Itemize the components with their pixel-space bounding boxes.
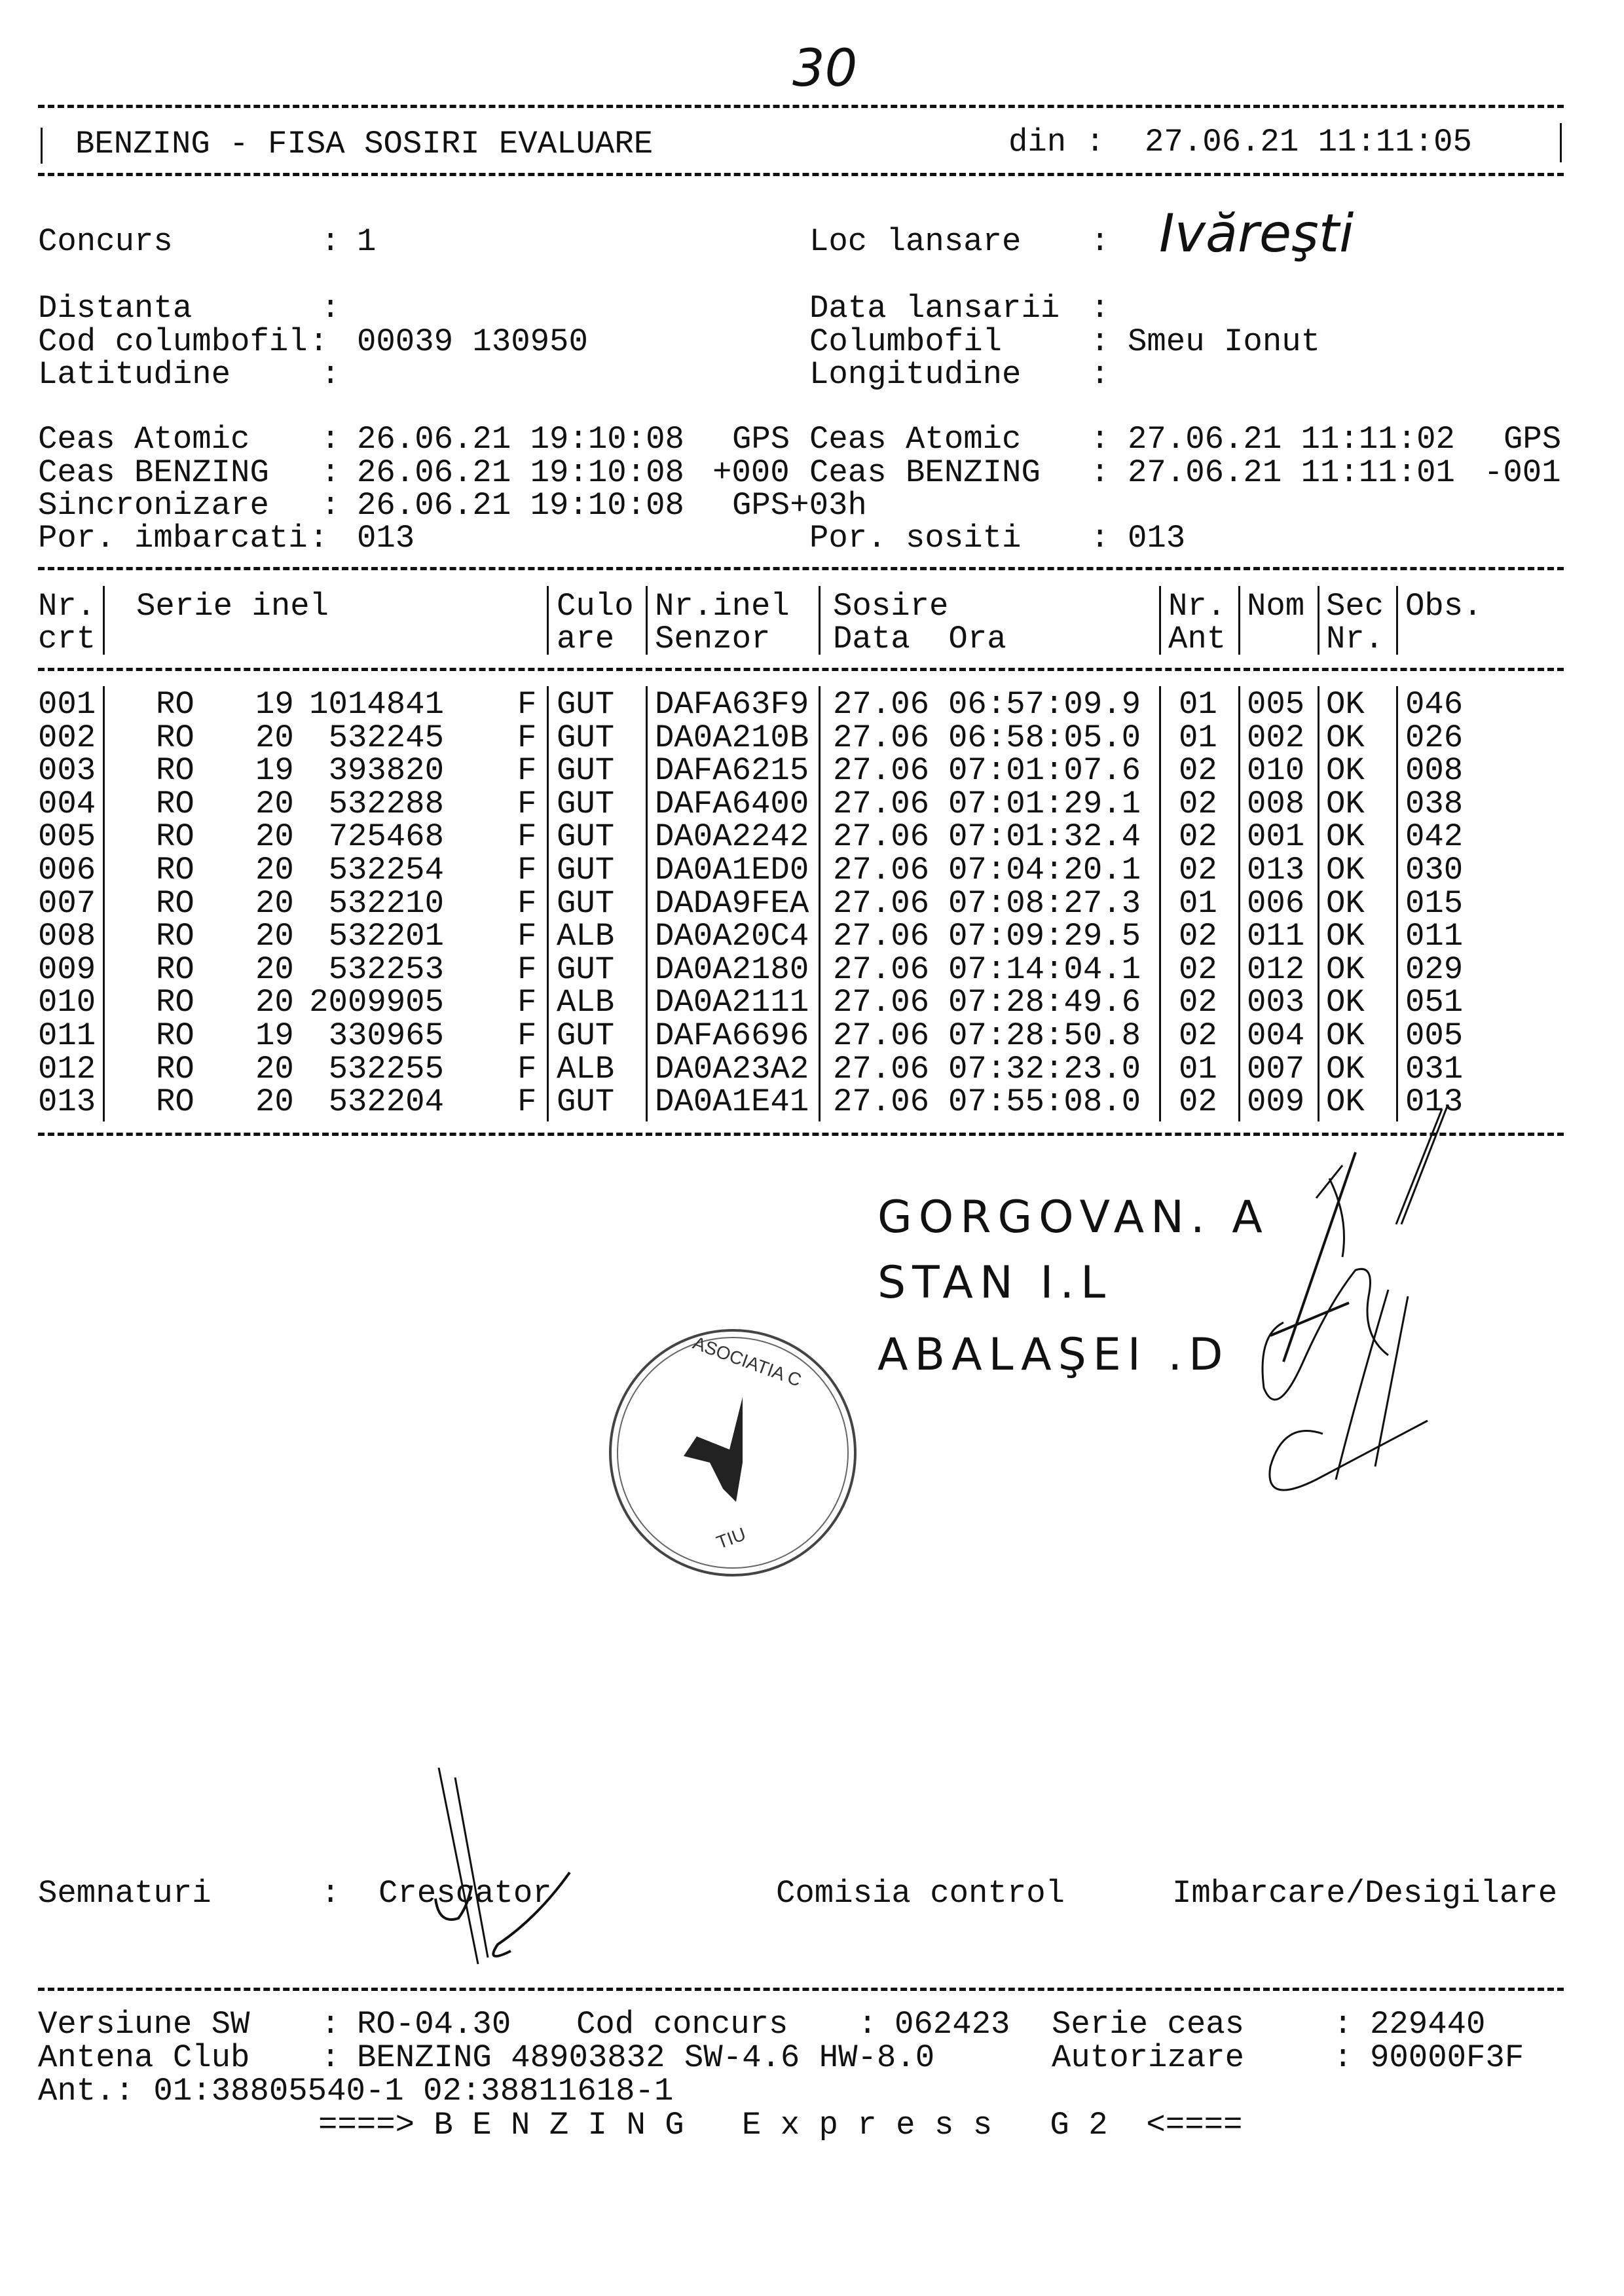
cod-columbofil-label: Cod columbofil bbox=[38, 323, 308, 360]
cell-nr: 009 bbox=[38, 951, 96, 988]
divider bbox=[38, 105, 1564, 108]
antena-label: Antena Club bbox=[38, 2039, 250, 2076]
cell-nom: 002 bbox=[1247, 719, 1305, 756]
colon: : bbox=[321, 487, 341, 524]
cell-sensor: DAFA63F9 bbox=[655, 686, 809, 723]
crescator-signature-icon bbox=[406, 1768, 602, 1977]
colon: : bbox=[321, 223, 341, 260]
ceas-atomic-suffix: GPS bbox=[1504, 421, 1562, 458]
cell-sensor: DA0A2180 bbox=[655, 951, 809, 988]
cell-sec: OK bbox=[1326, 785, 1365, 822]
colon: : bbox=[1090, 356, 1110, 393]
cell-country: RO bbox=[156, 852, 194, 888]
cell-country: RO bbox=[156, 884, 194, 922]
cell-ant: 01 bbox=[1179, 1050, 1217, 1087]
cell-year: 20 bbox=[255, 785, 294, 822]
cell-nr: 002 bbox=[38, 719, 96, 756]
stamp-top-text: ASOCIATIA C bbox=[690, 1332, 804, 1391]
cell-nom: 006 bbox=[1247, 884, 1305, 922]
cell-nr: 001 bbox=[38, 686, 96, 723]
cell-ring: 532204 bbox=[328, 1084, 444, 1121]
cell-nom: 010 bbox=[1247, 752, 1305, 790]
cell-obs: 008 bbox=[1405, 752, 1464, 790]
data-lansarii-label: Data lansarii bbox=[809, 290, 1060, 327]
cod-concurs-label: Cod concurs bbox=[576, 2006, 788, 2043]
cell-date: 27.06 bbox=[833, 719, 930, 756]
cell-sensor: DA0A210B bbox=[655, 719, 809, 756]
cell-color: GUT bbox=[557, 785, 615, 822]
cell-country: RO bbox=[156, 752, 194, 790]
antenna-serials: Ant.: 01:38805540-1 02:38811618-1 bbox=[38, 2073, 674, 2109]
cell-time: 07:08:27.3 bbox=[948, 884, 1141, 922]
cell-nr: 013 bbox=[38, 1084, 96, 1121]
cell-nom: 012 bbox=[1247, 951, 1305, 988]
cell-sex: F bbox=[517, 984, 537, 1021]
cell-sec: OK bbox=[1326, 1050, 1365, 1087]
cell-color: GUT bbox=[557, 752, 615, 790]
col-nr-ant-1: Nr. bbox=[1168, 588, 1227, 625]
cell-obs: 046 bbox=[1405, 686, 1464, 723]
latitudine-label: Latitudine bbox=[38, 356, 231, 393]
cell-sex: F bbox=[517, 686, 537, 723]
colon: : bbox=[1333, 2006, 1353, 2043]
cell-sec: OK bbox=[1326, 884, 1365, 922]
cell-ring: 330965 bbox=[328, 1017, 444, 1054]
cell-obs: 026 bbox=[1405, 719, 1464, 756]
cell-obs: 038 bbox=[1405, 785, 1464, 822]
cell-obs: 005 bbox=[1405, 1017, 1464, 1054]
cell-ant: 02 bbox=[1179, 1084, 1217, 1121]
col-sosire-1: Sosire bbox=[833, 588, 949, 625]
cell-color: GUT bbox=[557, 719, 615, 756]
cell-sensor: DA0A2111 bbox=[655, 984, 809, 1021]
commission-name-2: STAN I.L bbox=[877, 1257, 1112, 1309]
colon: : bbox=[1090, 323, 1110, 360]
cell-sex: F bbox=[517, 719, 537, 756]
cell-year: 20 bbox=[255, 918, 294, 955]
cell-color: GUT bbox=[557, 884, 615, 922]
cell-year: 20 bbox=[255, 951, 294, 988]
cell-ring: 1014841 bbox=[309, 686, 444, 723]
col-nr-crt-2: crt bbox=[38, 621, 96, 657]
comisia-control-label: Comisia control bbox=[776, 1875, 1065, 1912]
cell-obs: 042 bbox=[1405, 818, 1464, 856]
cell-sec: OK bbox=[1326, 951, 1365, 988]
ceas-benzing-label: Ceas BENZING bbox=[38, 454, 269, 491]
colon: : bbox=[321, 356, 341, 393]
commission-signatures-icon bbox=[1244, 1139, 1441, 1506]
cell-nom: 003 bbox=[1247, 984, 1305, 1021]
pigeon-emblem-icon bbox=[671, 1391, 775, 1515]
cell-sec: OK bbox=[1326, 686, 1365, 723]
cell-year: 20 bbox=[255, 1050, 294, 1087]
cell-year: 20 bbox=[255, 719, 294, 756]
cell-nr: 003 bbox=[38, 752, 96, 790]
col-nr-inel-2: Senzor bbox=[655, 621, 771, 657]
cell-sex: F bbox=[517, 884, 537, 922]
cell-country: RO bbox=[156, 686, 194, 723]
cell-ant: 02 bbox=[1179, 951, 1217, 988]
cell-ant: 02 bbox=[1179, 785, 1217, 822]
cell-year: 19 bbox=[255, 752, 294, 790]
por-imbarcati-label: Por. imbarcati bbox=[38, 520, 308, 556]
cell-sex: F bbox=[517, 752, 537, 790]
cell-sensor: DAFA6400 bbox=[655, 785, 809, 822]
cell-obs: 029 bbox=[1405, 951, 1464, 988]
cell-date: 27.06 bbox=[833, 984, 930, 1021]
col-separator bbox=[1318, 586, 1320, 655]
cell-year: 20 bbox=[255, 884, 294, 922]
cod-columbofil-value: 00039 130950 bbox=[357, 323, 588, 360]
colon: : bbox=[858, 2006, 877, 2043]
cell-time: 07:28:50.8 bbox=[948, 1017, 1141, 1054]
cell-ring: 2009905 bbox=[309, 984, 444, 1021]
ceas-atomic-value: 26.06.21 19:10:08 bbox=[357, 421, 684, 458]
cell-country: RO bbox=[156, 984, 194, 1021]
cell-sex: F bbox=[517, 1084, 537, 1121]
cell-sex: F bbox=[517, 918, 537, 955]
cell-ring: 725468 bbox=[328, 818, 444, 856]
cell-sec: OK bbox=[1326, 918, 1365, 955]
cell-color: ALB bbox=[557, 984, 615, 1021]
ceas-atomic-label: Ceas Atomic bbox=[809, 421, 1022, 458]
col-obs: Obs. bbox=[1405, 588, 1483, 625]
ceas-atomic-value: 27.06.21 11:11:02 bbox=[1128, 421, 1455, 458]
cell-nom: 011 bbox=[1247, 918, 1305, 955]
cell-sensor: DA0A1ED0 bbox=[655, 852, 809, 888]
ceas-atomic-suffix: GPS bbox=[732, 421, 790, 458]
cell-color: GUT bbox=[557, 951, 615, 988]
col-sosire-2: Data Ora bbox=[833, 621, 1006, 657]
cell-sec: OK bbox=[1326, 719, 1365, 756]
cell-ant: 02 bbox=[1179, 752, 1217, 790]
cell-obs: 031 bbox=[1405, 1050, 1464, 1087]
autorizare-value: 90000F3F bbox=[1370, 2039, 1524, 2076]
cell-year: 20 bbox=[255, 852, 294, 888]
col-serie-inel: Serie inel bbox=[136, 588, 329, 625]
commission-name-3: ABALAŞEI .D bbox=[877, 1329, 1230, 1381]
cell-time: 07:01:07.6 bbox=[948, 752, 1141, 790]
cell-time: 07:55:08.0 bbox=[948, 1084, 1141, 1121]
col-separator bbox=[103, 586, 105, 655]
cell-country: RO bbox=[156, 1050, 194, 1087]
cell-color: GUT bbox=[557, 686, 615, 723]
cell-date: 27.06 bbox=[833, 918, 930, 955]
cell-ring: 532254 bbox=[328, 852, 444, 888]
col-nr-inel-1: Nr.inel bbox=[655, 588, 790, 625]
cell-nr: 005 bbox=[38, 818, 96, 856]
cell-ring: 393820 bbox=[328, 752, 444, 790]
concurs-value: 1 bbox=[357, 223, 377, 260]
cell-sex: F bbox=[517, 818, 537, 856]
report-date-value: 27.06.21 11:11:05 bbox=[1145, 124, 1472, 160]
columbofil-value: Smeu Ionut bbox=[1128, 323, 1321, 360]
ceas-benzing-value: 27.06.21 11:11:01 bbox=[1128, 454, 1455, 491]
autorizare-label: Autorizare bbox=[1052, 2039, 1245, 2076]
col-nom: Nom bbox=[1247, 588, 1305, 625]
cell-sensor: DAFA6696 bbox=[655, 1017, 809, 1054]
cell-time: 07:09:29.5 bbox=[948, 918, 1141, 955]
crescator-label: Crescator bbox=[378, 1875, 552, 1912]
ceas-benzing-suffix: +000 bbox=[712, 454, 790, 491]
cell-nom: 008 bbox=[1247, 785, 1305, 822]
col-nr-crt-1: Nr. bbox=[38, 588, 96, 625]
cell-nom: 001 bbox=[1247, 818, 1305, 856]
col-separator bbox=[1396, 686, 1398, 1121]
cell-nr: 006 bbox=[38, 852, 96, 888]
cell-nr: 004 bbox=[38, 785, 96, 822]
cell-year: 20 bbox=[255, 818, 294, 856]
cell-ring: 532255 bbox=[328, 1050, 444, 1087]
report-date-label: din : bbox=[1008, 124, 1105, 160]
cell-ant: 02 bbox=[1179, 1017, 1217, 1054]
colon: : bbox=[321, 2006, 341, 2043]
cell-country: RO bbox=[156, 1017, 194, 1054]
cell-sec: OK bbox=[1326, 1017, 1365, 1054]
cell-nr: 010 bbox=[38, 984, 96, 1021]
loc-lansare-handwritten: Ivăreşti bbox=[1159, 203, 1354, 264]
cell-ant: 02 bbox=[1179, 984, 1217, 1021]
colon: : bbox=[321, 421, 341, 458]
sincronizare-label: Sincronizare bbox=[38, 487, 269, 524]
cell-nr: 007 bbox=[38, 884, 96, 922]
colon: : bbox=[1090, 520, 1110, 556]
colon: : bbox=[1090, 454, 1110, 491]
cell-country: RO bbox=[156, 785, 194, 822]
cell-sex: F bbox=[517, 1050, 537, 1087]
cell-time: 07:01:29.1 bbox=[948, 785, 1141, 822]
col-sec-2: Nr. bbox=[1326, 621, 1384, 657]
col-separator bbox=[1238, 686, 1240, 1121]
cell-date: 27.06 bbox=[833, 1050, 930, 1087]
col-separator bbox=[1396, 586, 1398, 655]
cell-nom: 013 bbox=[1247, 852, 1305, 888]
cell-year: 20 bbox=[255, 1084, 294, 1121]
cell-sex: F bbox=[517, 1017, 537, 1054]
cell-nom: 004 bbox=[1247, 1017, 1305, 1054]
cell-date: 27.06 bbox=[833, 752, 930, 790]
cell-country: RO bbox=[156, 918, 194, 955]
sincronizare-value: 26.06.21 19:10:08 bbox=[357, 487, 684, 524]
cell-obs: 051 bbox=[1405, 984, 1464, 1021]
cell-date: 27.06 bbox=[833, 785, 930, 822]
col-separator bbox=[547, 686, 549, 1121]
colon: : bbox=[321, 1875, 341, 1912]
cell-nom: 009 bbox=[1247, 1084, 1305, 1121]
distanta-label: Distanta bbox=[38, 290, 193, 327]
cell-sec: OK bbox=[1326, 1084, 1365, 1121]
cell-date: 27.06 bbox=[833, 1017, 930, 1054]
colon: : bbox=[1090, 223, 1110, 260]
cell-ring: 532245 bbox=[328, 719, 444, 756]
col-separator bbox=[819, 586, 821, 655]
cell-sensor: DADA9FEA bbox=[655, 884, 809, 922]
divider bbox=[38, 567, 1564, 570]
cell-sec: OK bbox=[1326, 752, 1365, 790]
colon: : bbox=[1090, 290, 1110, 327]
cell-nom: 005 bbox=[1247, 686, 1305, 723]
cell-date: 27.06 bbox=[833, 852, 930, 888]
col-culoare-2: are bbox=[557, 621, 615, 657]
divider bbox=[38, 668, 1564, 671]
divider bbox=[38, 1133, 1564, 1136]
cell-year: 19 bbox=[255, 1017, 294, 1054]
columbofil-label: Columbofil bbox=[809, 323, 1003, 360]
cell-sensor: DA0A20C4 bbox=[655, 918, 809, 955]
serie-ceas-value: 229440 bbox=[1370, 2006, 1486, 2043]
report-title: BENZING - FISA SOSIRI EVALUARE bbox=[75, 126, 654, 162]
cell-sensor: DAFA6215 bbox=[655, 752, 809, 790]
ceas-atomic-label: Ceas Atomic bbox=[38, 421, 250, 458]
cell-ant: 02 bbox=[1179, 818, 1217, 856]
cell-ant: 02 bbox=[1179, 918, 1217, 955]
cell-ring: 532288 bbox=[328, 785, 444, 822]
cell-ring: 532253 bbox=[328, 951, 444, 988]
serie-ceas-label: Serie ceas bbox=[1052, 2006, 1245, 2043]
colon: : bbox=[309, 323, 329, 360]
cell-time: 07:14:04.1 bbox=[948, 951, 1141, 988]
sincronizare-suffix: GPS+03h bbox=[732, 487, 867, 524]
col-culoare-1: Culo bbox=[557, 588, 634, 625]
cell-color: ALB bbox=[557, 1050, 615, 1087]
cell-sex: F bbox=[517, 785, 537, 822]
header-left-border bbox=[41, 128, 43, 164]
page-number-handwritten: 30 bbox=[792, 39, 858, 98]
cell-color: GUT bbox=[557, 852, 615, 888]
col-separator bbox=[1159, 686, 1161, 1121]
cell-nr: 008 bbox=[38, 918, 96, 955]
stamp-bottom-text: TIU bbox=[713, 1523, 748, 1553]
colon: : bbox=[321, 454, 341, 491]
col-separator bbox=[547, 586, 549, 655]
col-separator bbox=[1318, 686, 1320, 1121]
cell-time: 07:01:32.4 bbox=[948, 818, 1141, 856]
cell-year: 20 bbox=[255, 984, 294, 1021]
cell-date: 27.06 bbox=[833, 686, 930, 723]
longitudine-label: Longitudine bbox=[809, 356, 1022, 393]
col-separator bbox=[646, 586, 648, 655]
cell-ant: 01 bbox=[1179, 686, 1217, 723]
cell-sex: F bbox=[517, 951, 537, 988]
commission-name-1: GORGOVAN. A bbox=[877, 1192, 1269, 1243]
cell-obs: 030 bbox=[1405, 852, 1464, 888]
cell-obs: 013 bbox=[1405, 1084, 1464, 1121]
cell-nr: 012 bbox=[38, 1050, 96, 1087]
cell-date: 27.06 bbox=[833, 951, 930, 988]
cell-ring: 532201 bbox=[328, 918, 444, 955]
cell-obs: 015 bbox=[1405, 884, 1464, 922]
cell-date: 27.06 bbox=[833, 1084, 930, 1121]
cell-ant: 02 bbox=[1179, 852, 1217, 888]
cell-country: RO bbox=[156, 951, 194, 988]
ceas-benzing-suffix: -001 bbox=[1484, 454, 1561, 491]
cell-time: 06:58:05.0 bbox=[948, 719, 1141, 756]
divider bbox=[38, 173, 1564, 176]
cell-sensor: DA0A1E41 bbox=[655, 1084, 809, 1121]
divider bbox=[38, 1988, 1564, 1991]
cell-nr: 011 bbox=[38, 1017, 96, 1054]
ceas-benzing-value: 26.06.21 19:10:08 bbox=[357, 454, 684, 491]
cell-country: RO bbox=[156, 719, 194, 756]
imbarcare-desigilare-label: Imbarcare/Desigilare bbox=[1172, 1875, 1558, 1912]
concurs-label: Concurs bbox=[38, 223, 173, 260]
cell-sensor: DA0A2242 bbox=[655, 818, 809, 856]
cell-sec: OK bbox=[1326, 984, 1365, 1021]
cell-sex: F bbox=[517, 852, 537, 888]
cell-time: 07:32:23.0 bbox=[948, 1050, 1141, 1087]
colon: : bbox=[1333, 2039, 1353, 2076]
cell-sensor: DA0A23A2 bbox=[655, 1050, 809, 1087]
cell-color: GUT bbox=[557, 1084, 615, 1121]
colon: : bbox=[309, 520, 329, 556]
cell-ant: 01 bbox=[1179, 719, 1217, 756]
versiune-label: Versiune SW bbox=[38, 2006, 250, 2043]
cell-country: RO bbox=[156, 818, 194, 856]
col-separator bbox=[103, 686, 105, 1121]
cell-obs: 011 bbox=[1405, 918, 1464, 955]
cell-year: 19 bbox=[255, 686, 294, 723]
benzing-express-banner: ====> B E N Z I N G E x p r e s s G 2 <==== bbox=[318, 2107, 1243, 2143]
association-stamp bbox=[609, 1329, 857, 1576]
col-separator bbox=[1238, 586, 1240, 655]
cod-concurs-value: 062423 bbox=[895, 2006, 1010, 2043]
col-separator bbox=[819, 686, 821, 1121]
header-right-border bbox=[1560, 123, 1562, 162]
cell-nom: 007 bbox=[1247, 1050, 1305, 1087]
cell-ant: 01 bbox=[1179, 884, 1217, 922]
por-sositi-value: 013 bbox=[1128, 520, 1186, 556]
cell-color: GUT bbox=[557, 818, 615, 856]
cell-time: 07:28:49.6 bbox=[948, 984, 1141, 1021]
col-separator bbox=[1159, 586, 1161, 655]
loc-lansare-label: Loc lansare bbox=[809, 223, 1022, 260]
colon: : bbox=[321, 2039, 341, 2076]
por-imbarcati-value: 013 bbox=[357, 520, 415, 556]
antena-value: BENZING 48903832 SW-4.6 HW-8.0 bbox=[357, 2039, 935, 2076]
col-separator bbox=[646, 686, 648, 1121]
cell-color: ALB bbox=[557, 918, 615, 955]
cell-time: 06:57:09.9 bbox=[948, 686, 1141, 723]
cell-time: 07:04:20.1 bbox=[948, 852, 1141, 888]
col-nr-ant-2: Ant bbox=[1168, 621, 1227, 657]
cell-sec: OK bbox=[1326, 852, 1365, 888]
colon: : bbox=[1090, 421, 1110, 458]
ceas-benzing-label: Ceas BENZING bbox=[809, 454, 1041, 491]
col-sec-1: Sec bbox=[1326, 588, 1384, 625]
cell-country: RO bbox=[156, 1084, 194, 1121]
cell-ring: 532210 bbox=[328, 884, 444, 922]
cell-date: 27.06 bbox=[833, 818, 930, 856]
por-sositi-label: Por. sositi bbox=[809, 520, 1022, 556]
cell-date: 27.06 bbox=[833, 884, 930, 922]
versiune-value: RO-04.30 bbox=[357, 2006, 511, 2043]
semnaturi-label: Semnaturi bbox=[38, 1875, 212, 1912]
cell-sec: OK bbox=[1326, 818, 1365, 856]
colon: : bbox=[321, 290, 341, 327]
cell-color: GUT bbox=[557, 1017, 615, 1054]
